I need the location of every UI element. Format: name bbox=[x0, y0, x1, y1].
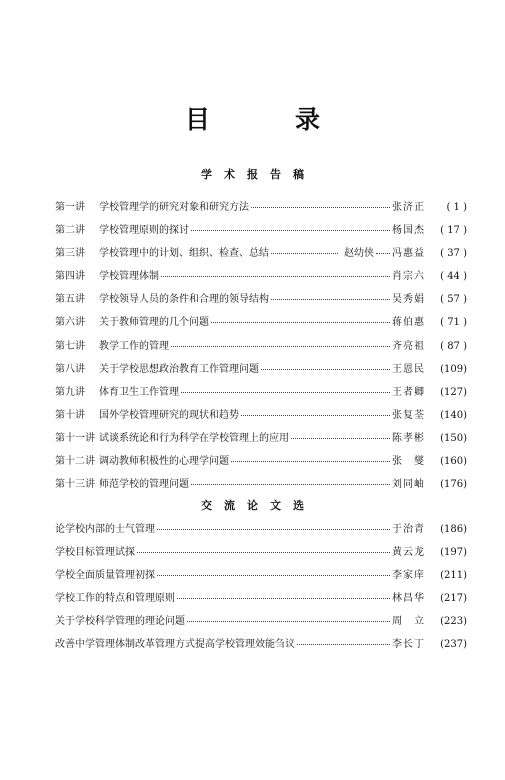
toc-entry-title: 教学工作的管理 bbox=[99, 340, 169, 352]
toc-entry-title: 学校全面质量管理初探 bbox=[55, 570, 155, 582]
toc-entry-page-number: (223) bbox=[440, 616, 467, 628]
toc-entry[interactable] bbox=[55, 314, 467, 337]
toc-entry-coauthor: 赵幼侠 bbox=[344, 248, 374, 260]
toc-entry-author: 张 燮 bbox=[392, 456, 425, 468]
leader-dots bbox=[271, 243, 338, 254]
leader-dots bbox=[177, 588, 390, 599]
toc-entry[interactable] bbox=[55, 245, 467, 268]
toc-entry-lecture-number: 第一讲 bbox=[55, 202, 85, 213]
toc-entry-author: 黄云龙 bbox=[392, 547, 425, 559]
toc-entry-lecture-number: 第十讲 bbox=[55, 409, 85, 421]
toc-entry-lecture-number: 第二讲 bbox=[55, 225, 85, 237]
toc-entry-page-number: (140) bbox=[440, 409, 467, 421]
leader-dots bbox=[137, 542, 390, 553]
toc-entry-title: 试谈系统论和行为科学在学校管理上的应用 bbox=[99, 432, 289, 444]
toc-entry-page-number: ( 71 ) bbox=[440, 317, 467, 329]
toc-entry-page-number: ( 57 ) bbox=[440, 294, 467, 306]
toc-entry[interactable] bbox=[55, 291, 467, 314]
toc-entry-title: 学校管理中的计划、组织、检查、总结 bbox=[99, 248, 269, 260]
toc-entry-title: 关于学校思想政治教育工作管理问题 bbox=[99, 363, 259, 375]
toc-entry[interactable] bbox=[55, 222, 467, 245]
leader-dots bbox=[157, 565, 390, 576]
leader-dots bbox=[191, 220, 390, 231]
toc-entry-title: 师范学校的管理问题 bbox=[99, 479, 189, 491]
leader-dots bbox=[191, 474, 390, 485]
leader-dots bbox=[161, 266, 390, 277]
toc-entry-page-number: (237) bbox=[440, 639, 467, 651]
leader-dots bbox=[297, 634, 390, 645]
section-heading-reports: 学术报告稿 bbox=[201, 168, 316, 181]
leader-dots bbox=[211, 312, 390, 323]
toc-entry-title: 学校管理原则的探讨 bbox=[99, 225, 189, 237]
toc-entry-author: 张济正 bbox=[392, 202, 425, 213]
toc-entry-lecture-number: 第十二讲 bbox=[55, 456, 95, 468]
leader-dots bbox=[157, 519, 390, 530]
toc-entry-title: 学校管理体制 bbox=[99, 271, 159, 283]
toc-entry[interactable] bbox=[55, 636, 467, 659]
toc-entry-page-number: (186) bbox=[440, 524, 467, 535]
toc-entry-title: 体育卫生工作管理 bbox=[99, 386, 179, 398]
toc-entry[interactable] bbox=[55, 544, 467, 567]
toc-entry-title: 国外学校管理研究的现状和趋势 bbox=[99, 409, 239, 421]
toc-entry[interactable] bbox=[55, 453, 467, 476]
toc-entry-author: 林昌华 bbox=[392, 593, 425, 605]
toc-entry-author: 杨国杰 bbox=[392, 225, 425, 237]
section-heading-papers: 交流论文选 bbox=[201, 499, 316, 512]
toc-entry-author: 王恩民 bbox=[392, 363, 425, 375]
toc-entry-lecture-number: 第十一讲 bbox=[55, 432, 95, 444]
leader-dots bbox=[261, 359, 390, 370]
toc-entry-lecture-number: 第六讲 bbox=[55, 317, 85, 329]
toc-entry-lecture-number: 第五讲 bbox=[55, 294, 85, 306]
toc-entry-author: 蒋伯惠 bbox=[392, 317, 425, 329]
toc-entry[interactable] bbox=[55, 476, 467, 499]
toc-entry-lecture-number: 第四讲 bbox=[55, 271, 85, 283]
toc-entry-page-number: ( 1 ) bbox=[446, 202, 467, 213]
toc-entry-author: 肖宗六 bbox=[392, 271, 425, 283]
leader-dots bbox=[251, 197, 390, 208]
toc-entry-page-number: ( 87 ) bbox=[440, 340, 467, 352]
toc-entry-author: 王者卿 bbox=[392, 386, 425, 398]
toc-entry-page-number: (217) bbox=[440, 593, 467, 605]
leader-dots bbox=[181, 382, 390, 393]
toc-entry-author: 陈孝彬 bbox=[392, 432, 425, 444]
toc-entry-title: 调动教师积极性的心理学问题 bbox=[99, 456, 229, 468]
toc-entry[interactable] bbox=[55, 521, 467, 544]
toc-entry-lecture-number: 第十三讲 bbox=[55, 479, 95, 491]
toc-entry-page-number: ( 37 ) bbox=[440, 248, 467, 260]
toc-entry-author: 齐亮祖 bbox=[392, 340, 425, 352]
toc-entry[interactable] bbox=[55, 567, 467, 590]
toc-entry[interactable] bbox=[55, 361, 467, 384]
toc-entry[interactable] bbox=[55, 384, 467, 407]
leader-dots bbox=[171, 336, 390, 347]
toc-entry-author: 冯惠益 bbox=[392, 248, 425, 260]
toc-entry-author: 张复荃 bbox=[392, 409, 425, 421]
toc-entry-author: 刘同岫 bbox=[392, 479, 425, 491]
toc-entry-title: 关于学校科学管理的理论问题 bbox=[55, 616, 185, 628]
toc-entry-author: 李家庠 bbox=[392, 570, 425, 582]
toc-list-papers bbox=[55, 521, 467, 660]
toc-entry-title: 学校目标管理试探 bbox=[55, 547, 135, 559]
toc-entry-title: 学校工作的特点和管理原则 bbox=[55, 593, 175, 605]
toc-entry[interactable] bbox=[55, 430, 467, 453]
toc-entry-page-number: (160) bbox=[440, 456, 467, 468]
leader-dots bbox=[187, 611, 390, 622]
toc-entry-page-number: ( 44 ) bbox=[440, 271, 467, 283]
toc-entry-author: 于治青 bbox=[392, 524, 425, 535]
toc-entry-page-number: (211) bbox=[440, 570, 467, 582]
toc-entry-page-number: ( 17 ) bbox=[440, 225, 467, 237]
leader-dots bbox=[376, 243, 390, 254]
toc-entry-page-number: (150) bbox=[440, 432, 467, 444]
toc-entry-page-number: (109) bbox=[440, 363, 467, 375]
toc-entry-title: 关于教师管理的几个问题 bbox=[99, 317, 209, 329]
toc-list-reports bbox=[55, 199, 467, 499]
toc-entry-lecture-number: 第八讲 bbox=[55, 363, 85, 375]
toc-entry[interactable] bbox=[55, 613, 467, 636]
toc-entry-author: 周 立 bbox=[392, 616, 425, 628]
toc-entry[interactable] bbox=[55, 199, 467, 222]
toc-entry-author: 吴秀娟 bbox=[392, 294, 425, 306]
leader-dots bbox=[241, 405, 390, 416]
leader-dots bbox=[271, 289, 390, 300]
toc-entry[interactable] bbox=[55, 407, 467, 430]
toc-entry-title: 改善中学管理体制改革管理方式提高学校管理效能刍议 bbox=[55, 639, 295, 651]
page-title: 目 录 bbox=[184, 105, 350, 134]
toc-entry-page-number: (197) bbox=[440, 547, 467, 559]
toc-entry-lecture-number: 第三讲 bbox=[55, 248, 85, 260]
toc-entry[interactable] bbox=[55, 338, 467, 361]
toc-entry-lecture-number: 第九讲 bbox=[55, 386, 85, 398]
toc-entry-lecture-number: 第七讲 bbox=[55, 340, 85, 352]
leader-dots bbox=[291, 428, 390, 439]
toc-entry-title: 学校管理学的研究对象和研究方法 bbox=[99, 202, 249, 213]
toc-entry[interactable] bbox=[55, 590, 467, 613]
toc-entry-title: 论学校内部的士气管理 bbox=[55, 524, 155, 535]
leader-dots bbox=[231, 451, 390, 462]
toc-entry[interactable] bbox=[55, 268, 467, 291]
toc-entry-page-number: (176) bbox=[440, 479, 467, 491]
toc-entry-page-number: (127) bbox=[440, 386, 467, 398]
toc-entry-title: 学校领导人员的条件和合理的领导结构 bbox=[99, 294, 269, 306]
toc-entry-author: 李长丁 bbox=[392, 639, 425, 651]
